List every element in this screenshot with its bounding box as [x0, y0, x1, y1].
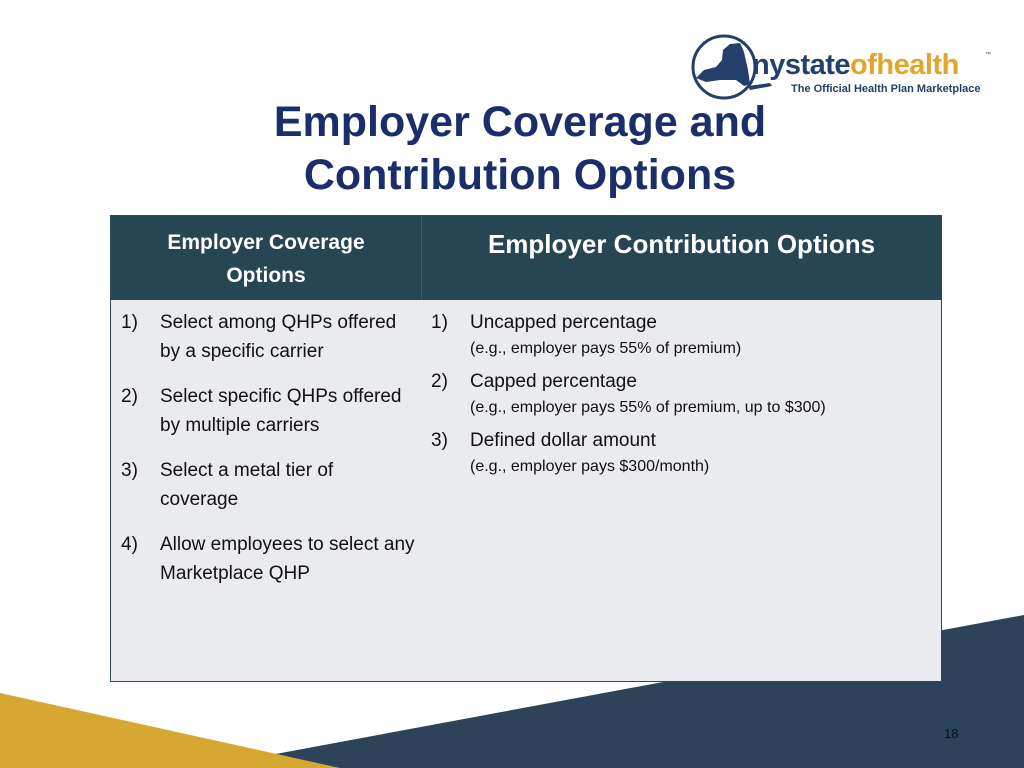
option-text: Defined dollar amount [470, 430, 656, 451]
table-header [111, 216, 941, 300]
options-table [110, 215, 942, 682]
gold-swoosh [0, 693, 340, 768]
trademark-symbol: ™ [985, 52, 991, 58]
brand-tagline: The Official Health Plan Marketplace [791, 83, 981, 95]
list-item: 1) Uncapped percentage (e.g., employer pays 55% of premium) [431, 308, 936, 361]
option-example: (e.g., employer pays $300/month) [470, 458, 710, 475]
option-text: Uncapped percentage [470, 312, 657, 333]
option-text: Capped percentage [470, 371, 637, 392]
slide-title [200, 96, 840, 202]
title-line-2: Contribution Options [303, 151, 737, 199]
header-coverage-options: Employer Coverage Options [167, 231, 365, 287]
list-item: 3) Defined dollar amount (e.g., employer pays $300/month) [431, 426, 936, 479]
page-number: 18 [944, 726, 959, 741]
brand-suffix: ofhealth [850, 49, 959, 81]
contribution-options-list [431, 308, 936, 485]
header-contribution-options: Employer Contribution Options [487, 229, 876, 259]
list-item: 2) Select specific QHPs offered by multiple carriers [121, 386, 402, 436]
option-example: (e.g., employer pays 55% of premium) [470, 340, 742, 357]
list-item: 2) Capped percentage (e.g., employer pays 55% of premium, up to $300) [431, 367, 936, 420]
brand-prefix: nystate [752, 49, 851, 81]
coverage-options-list [121, 308, 416, 604]
list-item: 4) Allow employees to select any Marketplace QHP [121, 534, 415, 584]
list-item: 3) Select a metal tier of coverage [121, 460, 334, 510]
option-example: (e.g., employer pays 55% of premium, up to $300) [470, 399, 826, 416]
list-item: 1) Select among QHPs offered by a specific carrier [121, 312, 397, 362]
title-line-1: Employer Coverage and [273, 98, 767, 146]
brand-wordmark [752, 50, 959, 80]
